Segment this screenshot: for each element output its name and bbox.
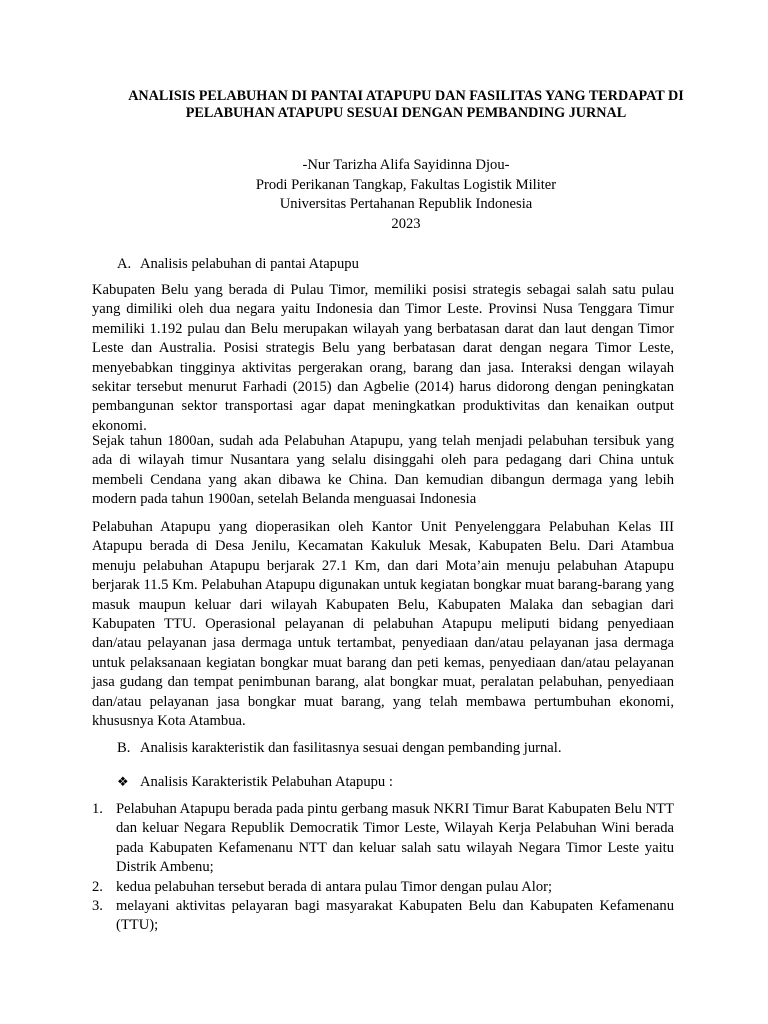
author-university: Universitas Pertahanan Republik Indonesia	[279, 196, 533, 213]
list-item-text: melayani aktivitas pelayaran bagi masyarakat Kabupaten Belu dan Kabupaten Kefamenanu (TTU);	[116, 898, 674, 934]
author-block	[120, 156, 692, 234]
section-a-title: Analisis pelabuhan di pantai Atapupu	[140, 256, 359, 272]
paragraph: Sejak tahun 1800an, sudah ada Pelabuhan Atapupu, yang telah menjadi pelabuhan tersibuk yang ada di wilayah timur Nusantara yang selalu disinggahi oleh para pedagang dari China untuk membeli Cendana yang akan dibawa ke China. Dan kemudian dibangun dermaga yang lebih modern pada tahun 1900an, setelah Belanda menguasai Indonesia	[92, 433, 674, 508]
author-affiliation: Prodi Perikanan Tangkap, Fakultas Logistik Militer	[255, 176, 557, 193]
list-item-number: 1.	[92, 801, 103, 817]
author-name: -Nur Tarizha Alifa Sayidinna Djou-	[302, 157, 510, 173]
document-title: ANALISIS PELABUHAN DI PANTAI ATAPUPU DAN FASILITAS YANG TERDAPAT DI PELABUHAN ATAPUPU SESUAI DENGAN PEMBANDING JURNAL	[128, 88, 684, 122]
diamond-bullet-icon: ❖	[117, 775, 129, 790]
section-b-heading	[117, 739, 697, 758]
section-a-label: A.	[117, 256, 132, 272]
list-item	[92, 897, 674, 936]
section-b-label: B.	[117, 740, 131, 756]
section-b-title: Analisis karakteristik dan fasilitasnya sesuai dengan pembanding jurnal.	[140, 740, 562, 756]
list-item	[92, 800, 674, 878]
paragraph: Pelabuhan Atapupu yang dioperasikan oleh Kantor Unit Penyelenggara Pelabuhan Kelas III Atapupu berada di Desa Jenilu, Kecamatan Kakuluk Mesak, Kabupaten Belu. Dari Atambua menuju pelabuhan Atapupu berjarak 27.1 Km, dan dari Mota’ain menuju pelabuhan Atapupu berjarak 11.5 Km. Pelabuhan Atapupu digunakan untuk kegiatan bongkar muat barang-barang yang masuk maupun keluar dari wilayah Kabupaten Belu, Kabupaten Malaka dan sebagian dari Kabupaten TTU. Operasional pelayanan di pelabuhan Atapupu meliputi bidang penyediaan dan/atau pelayanan jasa dermaga untuk tertambat, penyediaan dan/atau pelayanan jasa dermaga untuk pelaksanaan kegiatan bongkar muat barang dan peti kemas, penyediaan dan/atau pelayanan jasa gudang dan tempat penimbunan barang, alat bongkar muat, peralatan pelabuhan, penyediaan dan/atau pelayanan jasa bongkar muat barang, yang telah membawa pertumbuhan ekonomi, khususnya Kota Atambua.	[92, 519, 674, 730]
list-item-number: 3.	[92, 898, 103, 915]
list-item-text: kedua pelabuhan tersebut berada di antara pulau Timor dengan pulau Alor;	[116, 878, 553, 895]
list-item-text: Pelabuhan Atapupu berada pada pintu gerbang masuk NKRI Timur Barat Kabupaten Belu NTT dan keluar Negara Republik Democratik Timor Leste, Wilayah Kerja Pelabuhan Wini berada pada Kabupaten Kefamenanu NTT dan keluar salah satu wilayah Negara Timor Leste yaitu Distrik Ambenu;	[116, 801, 674, 876]
section-a-heading	[117, 255, 697, 274]
characteristics-list	[92, 800, 674, 936]
subheading-text: Analisis Karakteristik Pelabuhan Atapupu :	[140, 774, 393, 790]
list-item	[92, 878, 674, 897]
subheading	[117, 773, 697, 792]
paragraph: Kabupaten Belu yang berada di Pulau Timor, memiliki posisi strategis sebagai salah satu pulau yang dimiliki oleh dua negara yaitu Indonesia dan Timor Leste. Provinsi Nusa Tenggara Timur memiliki 1.192 pulau dan Belu merupakan wilayah yang berbatasan darat dan laut dengan Timor Leste dan Australia. Posisi strategis Belu yang berbatasan darat dengan negara Timor Leste, menyebabkan tingginya aktivitas pergerakan orang, barang dan jasa. Interaksi dengan wilayah sekitar tersebut menurut Farhadi (2015) dan Agbelie (2014) harus didorong dengan peningkatan pembangunan sektor transportasi agar dapat meningkatkan produktivitas dan kenaikan output ekonomi.	[92, 282, 674, 434]
list-item-number: 2.	[92, 878, 103, 895]
document-year: 2023	[391, 215, 421, 232]
